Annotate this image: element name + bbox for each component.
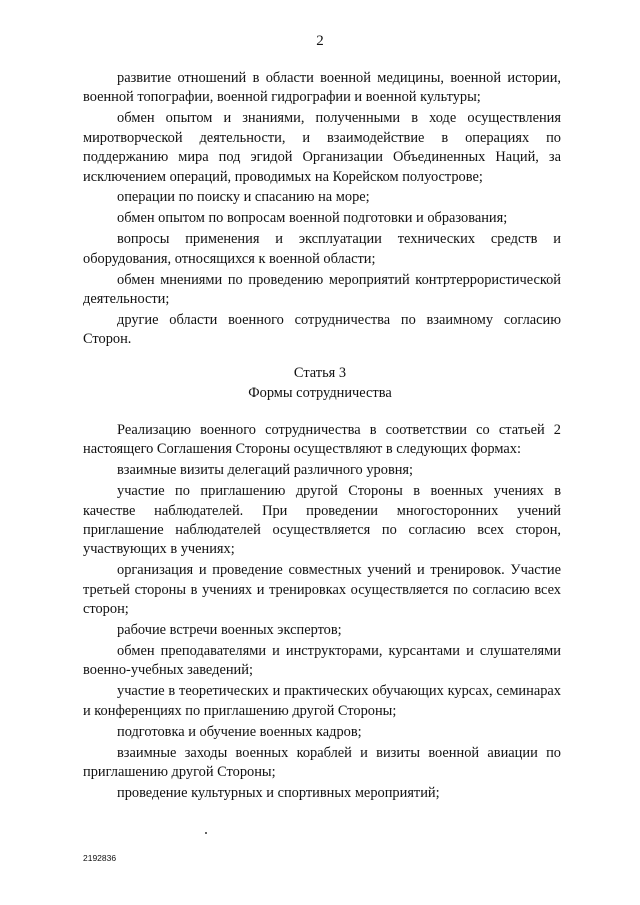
section-1-body: [83, 69, 561, 351]
paragraph: рабочие встречи военных экспертов;: [117, 622, 342, 639]
paragraph: взаимные визиты делегаций различного уровня;: [117, 462, 414, 479]
paragraph: операции по поиску и спасанию на море;: [117, 189, 370, 206]
paragraph: обмен опытом и знаниями, полученными в ходе осуществления миротворческой деятельности, и взаимодействие в операциях по поддержанию мира под эгидой Организации Объединенных Наций, за исключением операций, проводимых на Корейском полуострове;: [83, 110, 561, 185]
paragraph: взаимные заходы военных кораблей и визиты военной авиации по приглашению другой Стороны;: [83, 744, 561, 780]
document-id: 2192836: [83, 853, 117, 863]
article-number: Статья 3: [293, 365, 347, 381]
paragraph: другие области военного сотрудничества по взаимному согласию Сторон.: [83, 311, 561, 348]
paragraph: Реализацию военного сотрудничества в соответствии со статьей 2 настоящего Соглашения Стороны осуществляют в следующих формах:: [83, 422, 561, 458]
article-title: Формы сотрудничества: [248, 385, 392, 401]
section-2-body: [83, 421, 561, 805]
paragraph: участие по приглашению другой Стороны в военных учениях в качестве наблюдателей. При проведении многосторонних учений приглашение наблюдателей осуществляется по согласию всех сторон, участвующих в учениях;: [83, 483, 561, 558]
paragraph: обмен мнениями по проведению мероприятий контртеррористической деятельности;: [83, 271, 561, 307]
paragraph: организация и проведение совместных учений и тренировок. Участие третьей стороны в учениях и тренировках осуществляется по согласию всех сторон;: [83, 562, 561, 618]
paragraph: обмен преподавателями и инструкторами, курсантами и слушателями военно-учебных заведений;: [83, 642, 561, 679]
paragraph: развитие отношений в области военной медицины, военной истории, военной топографии, военной гидрографии и военной культуры;: [83, 70, 561, 106]
paragraph: обмен опытом по вопросам военной подготовки и образования;: [117, 210, 508, 227]
paragraph: вопросы применения и эксплуатации технических средств и оборудования, относящихся к военной области;: [83, 231, 561, 267]
scan-speck: [205, 832, 207, 834]
paragraph: проведение культурных и спортивных мероприятий;: [117, 784, 440, 801]
page-number: 2: [316, 33, 324, 49]
paragraph: подготовка и обучение военных кадров;: [117, 723, 362, 740]
paragraph: участие в теоретических и практических обучающих курсах, семинарах и конференциях по приглашению другой Стороны;: [83, 683, 561, 719]
